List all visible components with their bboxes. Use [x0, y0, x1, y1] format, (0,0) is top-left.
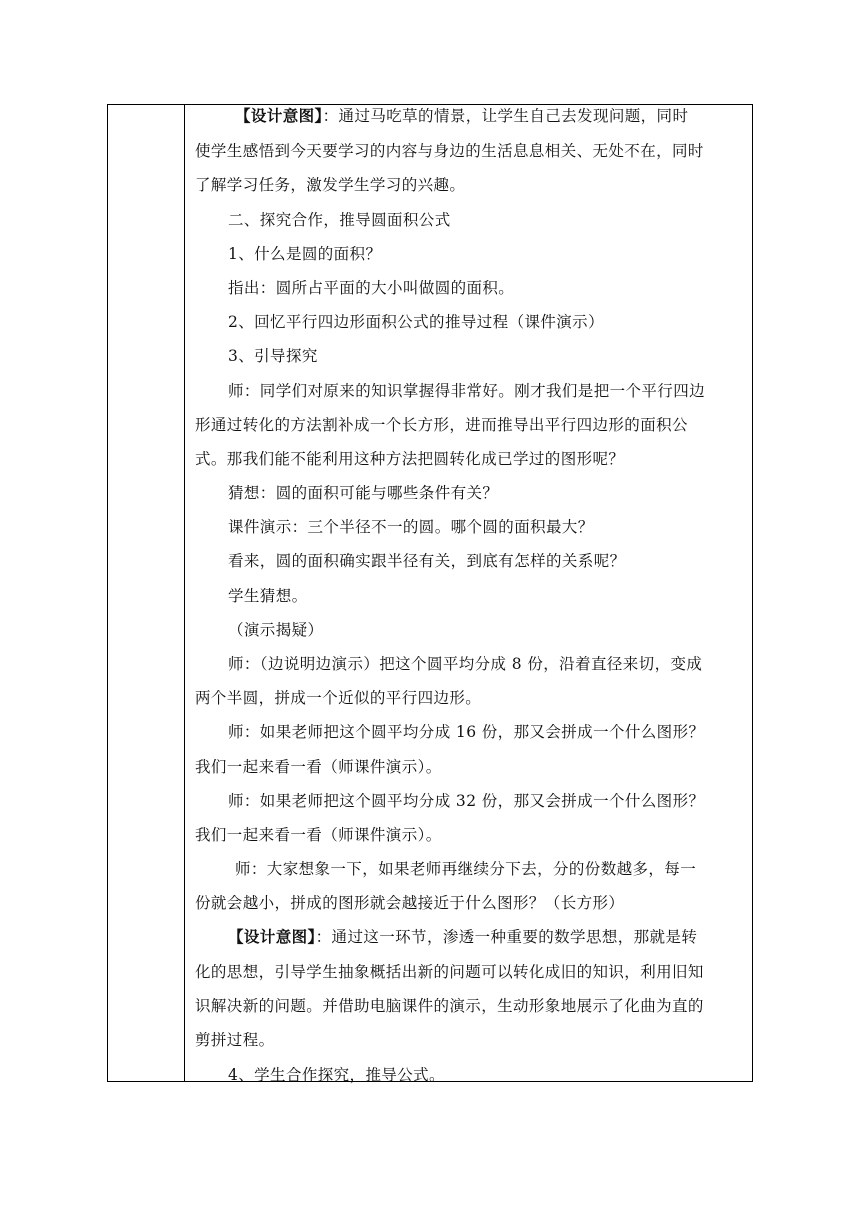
section-heading: 二、探究合作，推导圆面积公式 — [228, 211, 451, 229]
text-line: 师：同学们对原来的知识掌握得非常好。刚才我们是把一个平行四边 — [228, 382, 706, 400]
text-line: 师：如果老师把这个圆平均分成 32 份，那又会拼成一个什么图形？ — [228, 792, 705, 810]
lesson-table — [107, 104, 753, 1082]
text-line: 化的思想，引导学生抽象概括出新的问题可以转化成旧的知识，利用旧知 — [195, 963, 704, 981]
text-line: 我们一起来看一看（师课件演示）。 — [195, 826, 442, 844]
text-line: 学生猜想。 — [228, 587, 308, 605]
text-line: 师：如果老师把这个圆平均分成 16 份，那又会拼成一个什么图形？ — [228, 723, 705, 741]
text-line: 课件演示：三个半径不一的圆。哪个圆的面积最大？ — [228, 518, 594, 536]
text-line: 形通过转化的方法割补成一个长方形，进而推导出平行四边形的面积公 — [195, 416, 688, 434]
text-line: 3、引导探究 — [228, 347, 318, 365]
design-intent-paragraph-2: 【设计意图】：通过这一环节，渗透一种重要的数学思想，那就是转 — [228, 927, 698, 946]
text-line: 我们一起来看一看（师课件演示）。 — [195, 758, 442, 776]
text-line: 师：大家想象一下，如果老师再继续分下去，分的份数越多，每一 — [235, 860, 697, 878]
text-line: 份就会越小，拼成的图形就会越接近于什么图形？（长方形） — [195, 894, 625, 912]
text-line: 猜想：圆的面积可能与哪些条件有关？ — [228, 484, 499, 502]
text-line: 式。那我们能不能利用这种方法把圆转化成已学过的图形呢？ — [195, 450, 625, 468]
text-line: 2、回忆平行四边形面积公式的推导过程（课件演示） — [228, 313, 604, 331]
text-line: 识解决新的问题。并借助电脑课件的演示，生动形象地展示了化曲为直的 — [195, 997, 704, 1015]
text-line: 剪拼过程。 — [195, 1031, 275, 1049]
design-intent-paragraph-1: 【设计意图】：通过马吃草的情景，让学生自己去发现问题，同时 — [235, 106, 689, 125]
design-intent-label: 【设计意图】 — [235, 106, 323, 125]
text-line: （演示揭疑） — [228, 621, 324, 639]
text-line: 4、学生合作探究，推导公式。 — [228, 1066, 445, 1084]
design-intent-label: 【设计意图】 — [228, 927, 316, 946]
column-divider — [184, 105, 185, 1081]
text-line: 两个半圆，拼成一个近似的平行四边形。 — [195, 689, 482, 707]
text-line: 使学生感悟到今天要学习的内容与身边的生活息息相关、无处不在，同时 — [195, 142, 704, 160]
text-line: 看来，圆的面积确实跟半径有关，到底有怎样的关系呢？ — [228, 552, 626, 570]
text-line: 1、什么是圆的面积？ — [228, 245, 382, 263]
text-line: 指出：圆所占平面的大小叫做圆的面积。 — [228, 279, 515, 297]
text-line: 师：（边说明边演示）把这个圆平均分成 8 份，沿着直径来切，变成 — [228, 655, 703, 673]
text-line: 了解学习任务，激发学生学习的兴趣。 — [195, 176, 466, 194]
